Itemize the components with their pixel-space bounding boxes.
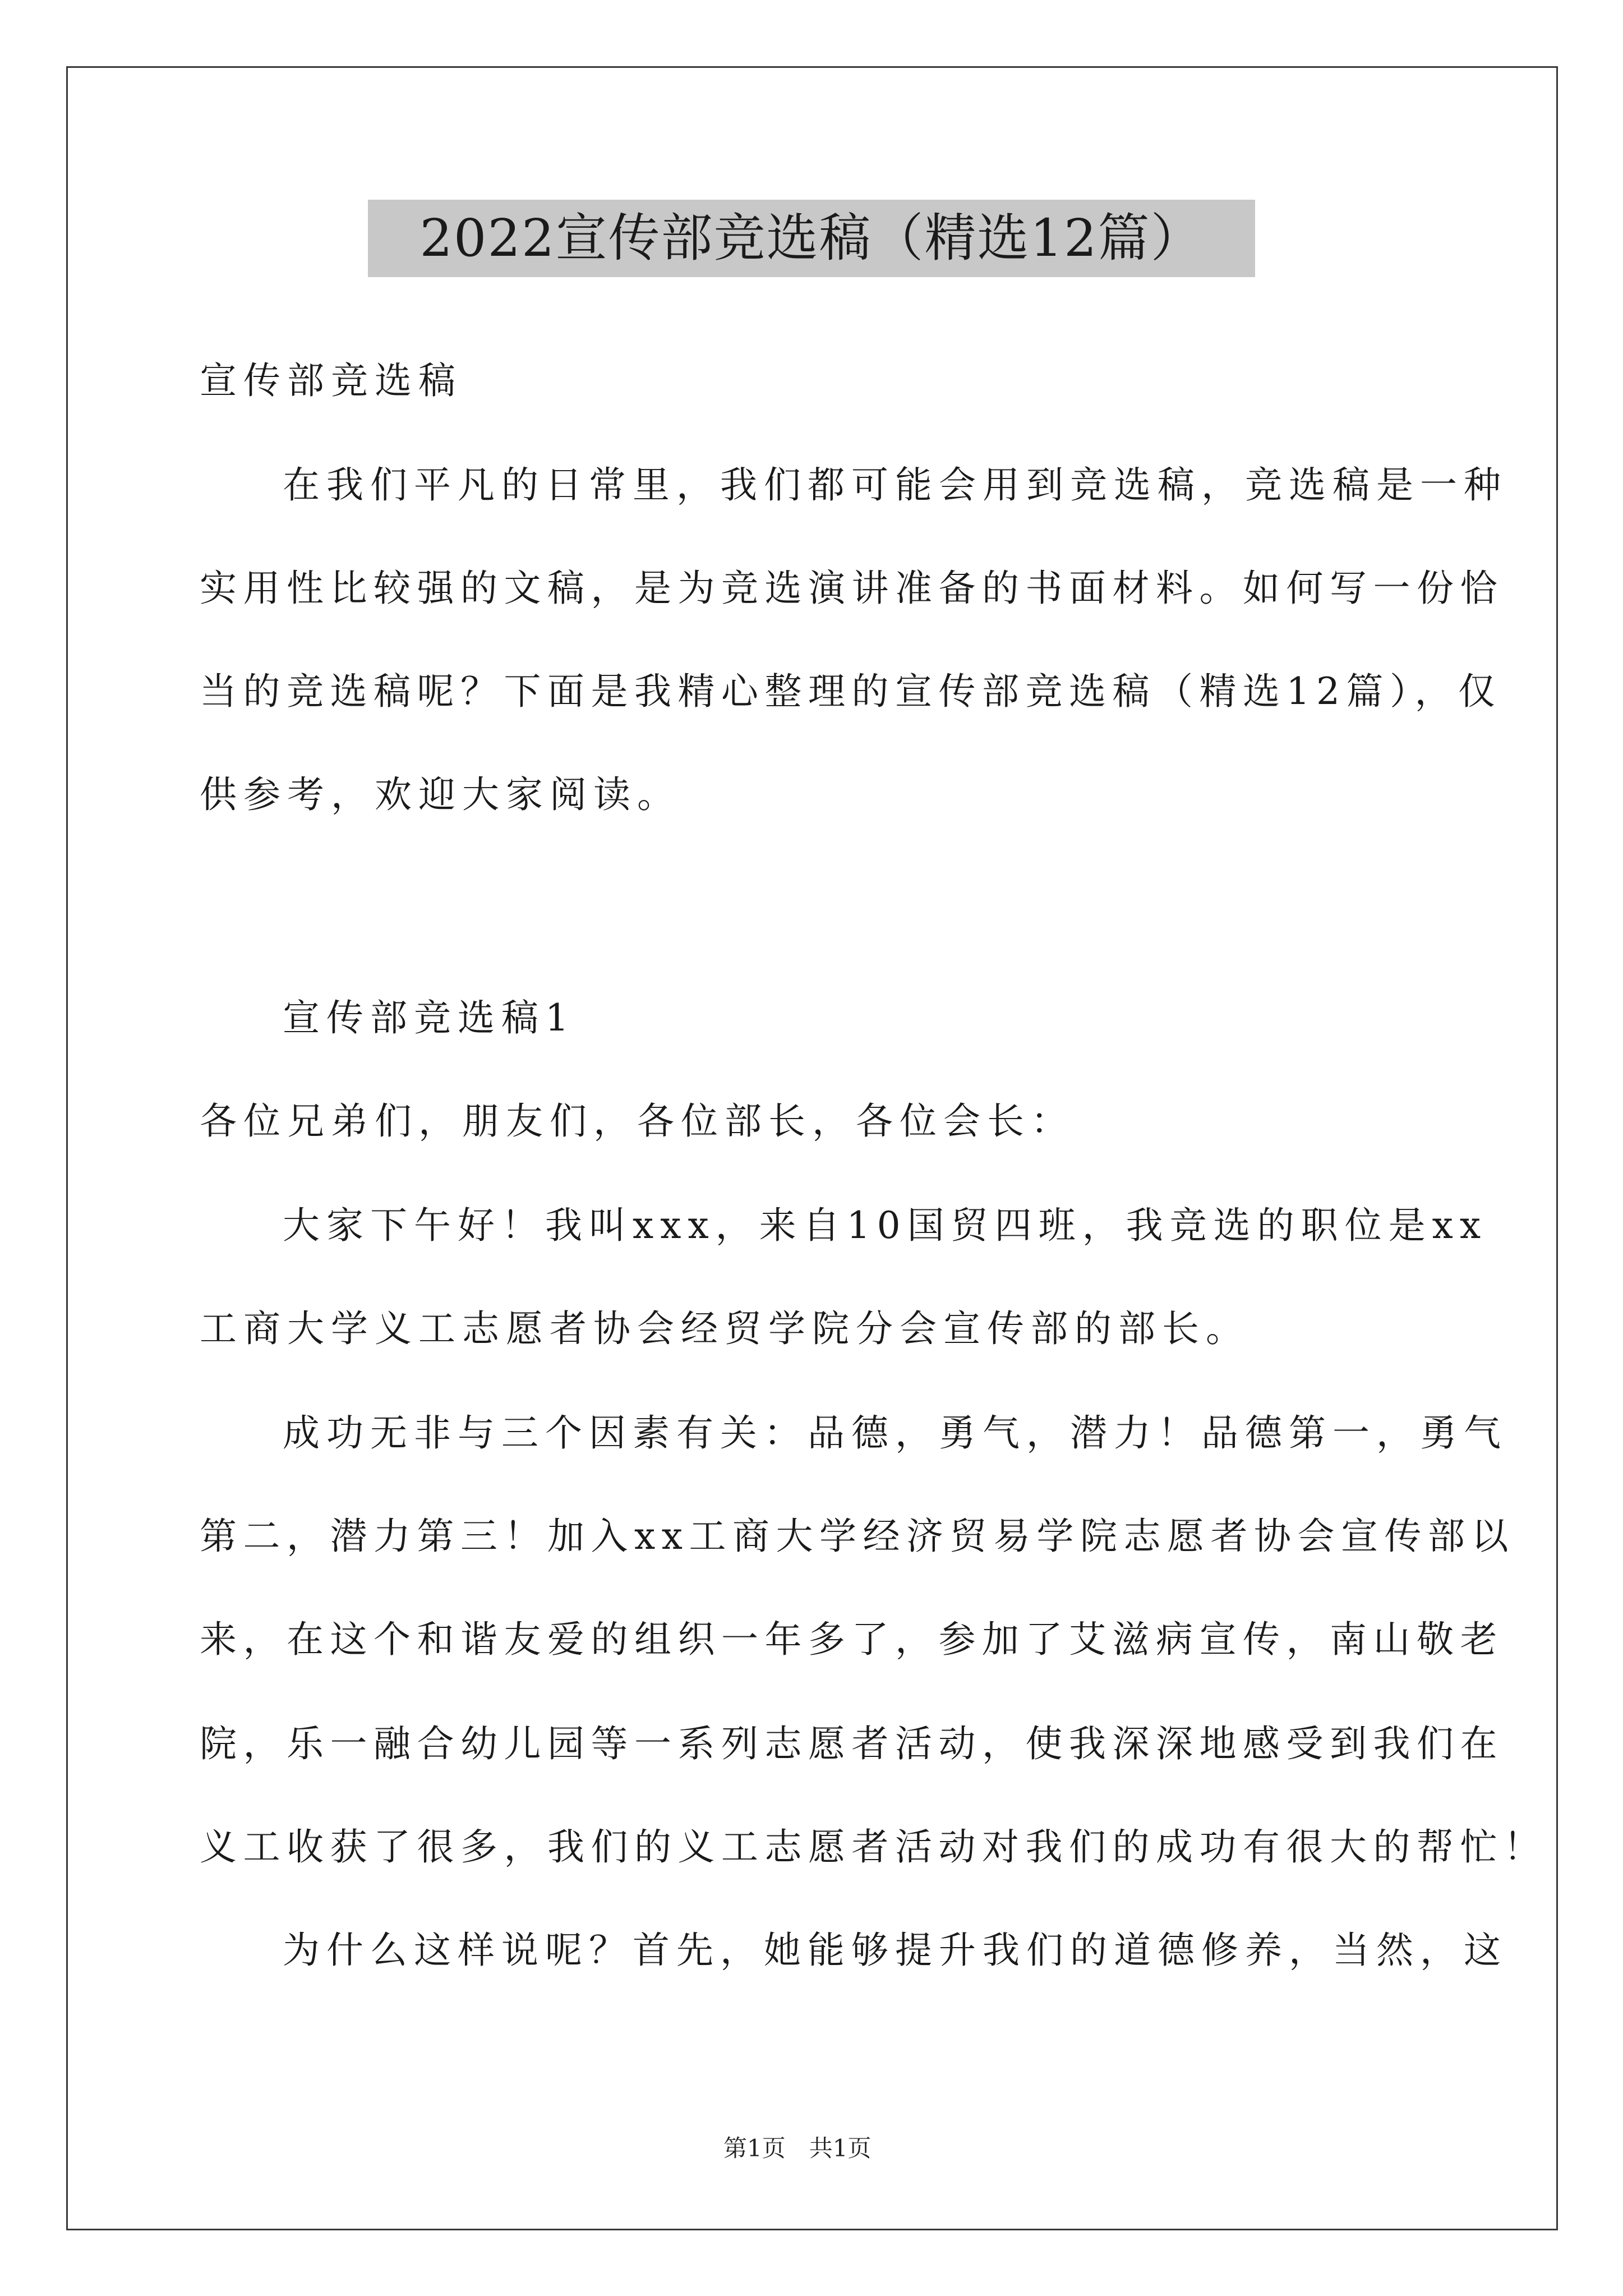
paragraph-line: 实用性比较强的文稿，是为竞选演讲准备的书面材料。如何写一份恰 [200,567,1504,610]
paragraph-line: 来，在这个和谐友爱的组织一年多了，参加了艾滋病宣传，南山敬老 [200,1618,1504,1661]
subsection-heading: 宣传部竞选稿1 [283,996,575,1039]
paragraph-line: 义工收获了很多，我们的义工志愿者活动对我们的成功有很大的帮忙！ [200,1825,1547,1869]
paragraph-line: 在我们平凡的日常里，我们都可能会用到竞选稿，竞选稿是一种 [283,463,1507,507]
page-number-footer: 第1页 共1页 [723,2134,872,2162]
paragraph-line: 供参考，欢迎大家阅读。 [200,773,681,816]
paragraph-line: 工商大学义工志愿者协会经贸学院分会宣传部的部长。 [200,1307,1249,1350]
paragraph-line: 院，乐一融合幼儿园等一系列志愿者活动，使我深深地感受到我们在 [200,1722,1504,1765]
paragraph-line: 各位兄弟们，朋友们，各位部长，各位会长： [200,1099,1075,1143]
document-title: 2022宣传部竞选稿（精选12篇） [368,200,1255,277]
section-heading: 宣传部竞选稿 [200,359,462,402]
paragraph-line: 为什么这样说呢？首先，她能够提升我们的道德修养，当然，这 [283,1929,1507,1972]
paragraph-line: 第二，潜力第三！加入xx工商大学经济贸易学院志愿者协会宣传部以 [200,1515,1515,1558]
paragraph-line: 当的竞选稿呢？下面是我精心整理的宣传部竞选稿（精选12篇），仅 [200,670,1502,713]
paragraph-line: 成功无非与三个因素有关：品德，勇气，潜力！品德第一，勇气 [283,1411,1507,1455]
paragraph-line: 大家下午好！我叫xxx，来自10国贸四班，我竞选的职位是xx [283,1204,1488,1247]
